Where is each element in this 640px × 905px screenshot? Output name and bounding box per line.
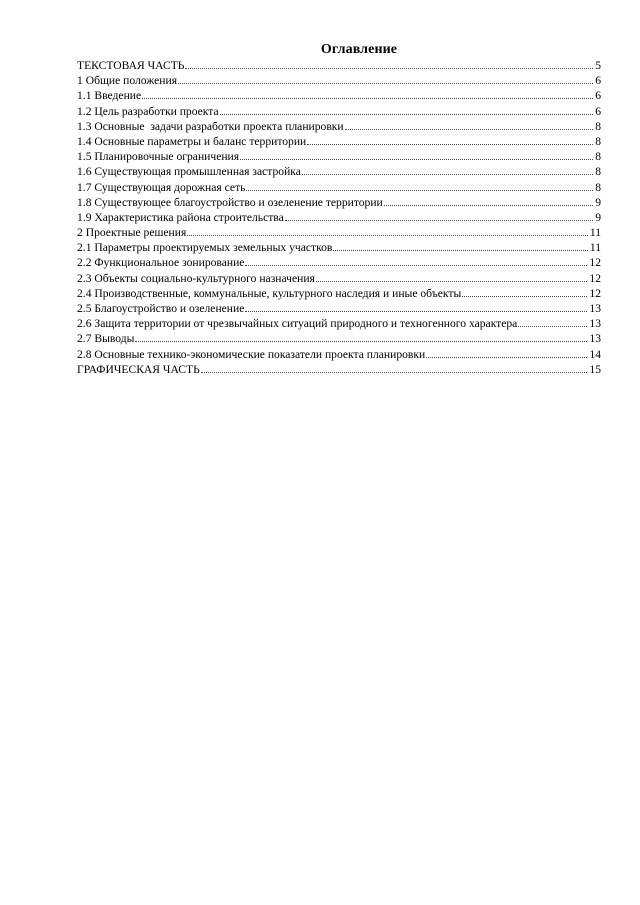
toc-entry-text: 1.9 Характеристика района строительства [77, 210, 284, 224]
toc-entry-text: 2.2 Функциональное зонирование [77, 256, 245, 270]
toc-entry[interactable] [77, 58, 601, 73]
toc-dot-leader [333, 250, 587, 251]
toc-entry[interactable] [77, 255, 601, 270]
toc-dot-leader [240, 159, 593, 160]
table-of-contents [77, 58, 601, 377]
toc-entry[interactable] [77, 271, 601, 286]
toc-entry[interactable] [77, 149, 601, 164]
toc-entry-text: 2.5 Благоустройство и озеленение [77, 302, 245, 315]
toc-entry-text: 2.1 Параметры проектируемых земельных участков [77, 241, 333, 255]
toc-dot-leader [220, 114, 594, 115]
toc-page-number: 6 [595, 104, 601, 118]
toc-page-number: 15 [589, 362, 601, 376]
toc-page-number: 6 [595, 89, 601, 103]
toc-dot-leader [384, 205, 593, 206]
toc-page-number: 11 [589, 226, 601, 240]
toc-dot-leader [201, 372, 588, 373]
toc-entry-text: 2.7 Выводы [77, 332, 135, 346]
toc-dot-leader [135, 341, 587, 342]
toc-dot-leader [302, 174, 593, 175]
toc-entry-text: 2.3 Объекты социально-культурного назначения [77, 271, 315, 285]
toc-dot-leader [245, 265, 587, 266]
toc-page-number: 12 [589, 271, 601, 285]
toc-page-number: 13 [589, 302, 601, 315]
toc-page-number: 12 [589, 286, 601, 300]
toc-entry[interactable] [77, 195, 601, 210]
toc-entry-text: 1.2 Цель разработки проекта [77, 104, 219, 118]
toc-dot-leader [307, 144, 593, 145]
toc-entry-text: 1.4 Основные параметры и баланс территории [77, 134, 307, 148]
toc-dot-leader [187, 235, 588, 236]
toc-dot-leader [426, 357, 587, 358]
toc-entry-text: 2.6 Защита территории от чрезвычайных ситуаций природного и техногенного характера [77, 317, 518, 331]
toc-entry-text: 1.7 Существующая дорожная сеть [77, 180, 246, 194]
toc-entry[interactable] [77, 180, 601, 195]
toc-entry-text: 1.8 Существующее благоустройство и озеленение территории [77, 195, 383, 209]
toc-entry[interactable] [77, 104, 601, 119]
toc-dot-leader [245, 311, 587, 312]
toc-entry-text: 1.3 Основные задачи разработки проекта планировки [77, 119, 344, 133]
toc-page-number: 13 [589, 332, 601, 346]
toc-entry-text: 2.8 Основные технико-экономические показатели проекта планировки [77, 347, 426, 361]
toc-dot-leader [518, 326, 587, 327]
toc-entry-text: 2 Проектные решения [77, 226, 187, 240]
toc-entry-text: 1.1 Введение [77, 89, 142, 103]
toc-page-number: 9 [595, 195, 601, 209]
toc-dot-leader [185, 68, 593, 69]
toc-entry[interactable] [77, 88, 601, 103]
toc-entry[interactable] [77, 164, 601, 179]
toc-entry-text: 2.4 Производственные, коммунальные, культурного наследия и иные объекты [77, 286, 462, 300]
toc-entry-text: 1.5 Планировочные ограничения [77, 150, 240, 164]
toc-page-number: 13 [589, 317, 601, 331]
toc-entry[interactable] [77, 134, 601, 149]
toc-entry-text: 1.6 Существующая промышленная застройка [77, 165, 301, 179]
toc-page-number: 8 [595, 119, 601, 133]
toc-dot-leader [462, 296, 587, 297]
toc-page-number: 6 [595, 74, 601, 88]
toc-entry[interactable] [77, 73, 601, 88]
toc-dot-leader [285, 220, 593, 221]
toc-entry[interactable] [77, 210, 601, 225]
toc-page-number: 8 [595, 150, 601, 164]
toc-dot-leader [178, 83, 593, 84]
toc-dot-leader [316, 281, 588, 282]
toc-entry[interactable] [77, 225, 601, 240]
toc-entry[interactable] [77, 347, 601, 362]
toc-entry[interactable] [77, 286, 601, 301]
toc-page-number: 9 [595, 210, 601, 224]
toc-entry[interactable] [77, 316, 601, 331]
toc-entry[interactable] [77, 331, 601, 346]
toc-page-number: 8 [595, 180, 601, 194]
toc-entry-text: ТЕКСТОВАЯ ЧАСТЬ [77, 59, 185, 72]
toc-page-number: 12 [589, 256, 601, 270]
toc-title: Оглавление [320, 42, 398, 57]
toc-entry[interactable] [77, 119, 601, 134]
toc-dot-leader [142, 98, 593, 99]
toc-dot-leader [345, 129, 594, 130]
toc-dot-leader [246, 190, 593, 191]
toc-entry[interactable] [77, 301, 601, 316]
toc-page-number: 8 [595, 134, 601, 148]
toc-entry-text: ГРАФИЧЕСКАЯ ЧАСТЬ [77, 362, 200, 376]
toc-entry[interactable] [77, 362, 601, 377]
toc-page-number: 5 [595, 59, 601, 72]
toc-page-number: 14 [589, 347, 601, 361]
toc-page-number: 11 [589, 241, 601, 255]
toc-entry-text: 1 Общие положения [77, 74, 178, 88]
toc-page-number: 8 [595, 165, 601, 179]
toc-entry[interactable] [77, 240, 601, 255]
